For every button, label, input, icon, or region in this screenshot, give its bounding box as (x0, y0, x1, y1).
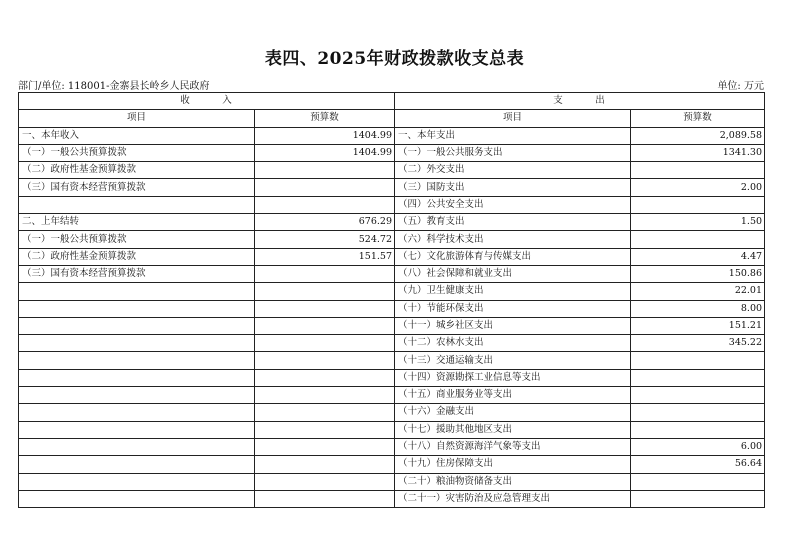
income-value-cell (255, 387, 395, 404)
expense-item-cell: （四）公共安全支出 (395, 196, 631, 213)
expense-item-cell: （十四）资源勘探工业信息等支出 (395, 369, 631, 386)
expense-value-cell: 2.00 (631, 179, 765, 196)
income-item-cell (19, 456, 255, 473)
income-budget-header: 预算数 (255, 110, 395, 127)
header-row-group (19, 93, 765, 110)
income-item-cell (19, 404, 255, 421)
expense-item-cell: （十七）援助其他地区支出 (395, 421, 631, 438)
expense-item-cell: （一）一般公共服务支出 (395, 144, 631, 161)
expense-value-cell (631, 404, 765, 421)
expense-item-cell: （十二）农林水支出 (395, 335, 631, 352)
income-item-cell (19, 421, 255, 438)
budget-table (18, 92, 765, 508)
expense-item-cell: （八）社会保障和就业支出 (395, 265, 631, 282)
expense-value-cell: 2,089.58 (631, 127, 765, 144)
expense-item-cell: （十六）金融支出 (395, 404, 631, 421)
income-value-cell (255, 300, 395, 317)
income-item-cell (19, 438, 255, 455)
income-value-cell: 151.57 (255, 248, 395, 265)
table-row (19, 283, 765, 300)
expense-value-cell: 6.00 (631, 438, 765, 455)
income-value-cell: 1404.99 (255, 127, 395, 144)
expense-value-cell (631, 473, 765, 490)
income-value-cell: 524.72 (255, 231, 395, 248)
income-item-cell: （三）国有资本经营预算拨款 (19, 179, 255, 196)
income-item-cell: 一、本年收入 (19, 127, 255, 144)
income-header: 收 入 (19, 93, 395, 110)
unit-label: 部门/单位: 118001-金寨县长岭乡人民政府 (18, 81, 210, 92)
expense-value-cell: 22.01 (631, 283, 765, 300)
table-row (19, 387, 765, 404)
income-value-cell (255, 283, 395, 300)
table-row (19, 421, 765, 438)
expense-value-cell (631, 231, 765, 248)
income-value-cell (255, 317, 395, 334)
expense-item-cell: （九）卫生健康支出 (395, 283, 631, 300)
income-value-cell (255, 162, 395, 179)
income-value-cell (255, 196, 395, 213)
expense-value-cell (631, 421, 765, 438)
income-item-cell (19, 300, 255, 317)
expense-value-cell (631, 387, 765, 404)
income-item-cell: （二）政府性基金预算拨款 (19, 162, 255, 179)
expense-value-cell (631, 369, 765, 386)
income-item-cell (19, 369, 255, 386)
expense-item-cell: （二十）粮油物资储备支出 (395, 473, 631, 490)
income-item-cell (19, 283, 255, 300)
expense-value-cell: 151.21 (631, 317, 765, 334)
income-value-cell (255, 335, 395, 352)
expense-item-cell: （十三）交通运输支出 (395, 352, 631, 369)
table-row (19, 179, 765, 196)
table-row (19, 352, 765, 369)
table-row (19, 214, 765, 231)
income-value-cell (255, 404, 395, 421)
table-row (19, 369, 765, 386)
income-value-cell (255, 179, 395, 196)
income-value-cell: 1404.99 (255, 144, 395, 161)
income-item-cell (19, 317, 255, 334)
table-row (19, 265, 765, 282)
income-value-cell (255, 352, 395, 369)
page-title: 表四、2025年财政拨款收支总表 (264, 49, 525, 69)
income-value-cell (255, 473, 395, 490)
expense-value-cell: 4.47 (631, 248, 765, 265)
expense-value-cell: 1.50 (631, 214, 765, 231)
income-item-cell: （二）政府性基金预算拨款 (19, 248, 255, 265)
table-row (19, 162, 765, 179)
expense-value-cell (631, 352, 765, 369)
income-value-cell (255, 369, 395, 386)
income-value-cell (255, 438, 395, 455)
expense-value-cell: 345.22 (631, 335, 765, 352)
expense-item-cell: （十九）住房保障支出 (395, 456, 631, 473)
income-item-cell: 二、上年结转 (19, 214, 255, 231)
table-row (19, 317, 765, 334)
table-row (19, 248, 765, 265)
income-item-cell (19, 473, 255, 490)
income-item-cell (19, 352, 255, 369)
expense-item-cell: （十一）城乡社区支出 (395, 317, 631, 334)
table-row (19, 335, 765, 352)
expense-item-cell: （十八）自然资源海洋气象等支出 (395, 438, 631, 455)
expense-value-cell: 56.64 (631, 456, 765, 473)
table-row (19, 144, 765, 161)
table-row (19, 456, 765, 473)
expense-item-cell: 一、本年支出 (395, 127, 631, 144)
income-item-cell (19, 387, 255, 404)
table-row (19, 490, 765, 507)
income-value-cell (255, 421, 395, 438)
currency-label: 单位: 万元 (717, 81, 764, 92)
income-item-cell (19, 196, 255, 213)
table-row (19, 473, 765, 490)
table-row (19, 300, 765, 317)
expense-item-cell: （二十一）灾害防治及应急管理支出 (395, 490, 631, 507)
table-row (19, 231, 765, 248)
table-row (19, 404, 765, 421)
income-value-cell (255, 490, 395, 507)
expense-value-cell: 1341.30 (631, 144, 765, 161)
table-row (19, 438, 765, 455)
header-row-columns (19, 110, 765, 127)
expense-item-cell: （十）节能环保支出 (395, 300, 631, 317)
table-row (19, 196, 765, 213)
expense-value-cell (631, 196, 765, 213)
expense-item-cell: （二）外交支出 (395, 162, 631, 179)
income-item-cell (19, 335, 255, 352)
expense-item-cell: （五）教育支出 (395, 214, 631, 231)
expense-item-cell: （三）国防支出 (395, 179, 631, 196)
expense-item-cell: （六）科学技术支出 (395, 231, 631, 248)
expense-value-cell (631, 490, 765, 507)
expense-header: 支 出 (395, 93, 765, 110)
income-item-cell: （一）一般公共预算拨款 (19, 231, 255, 248)
expense-value-cell: 150.86 (631, 265, 765, 282)
expense-item-header: 项目 (395, 110, 631, 127)
expense-item-cell: （十五）商业服务业等支出 (395, 387, 631, 404)
income-item-cell: （三）国有资本经营预算拨款 (19, 265, 255, 282)
expense-value-cell: 8.00 (631, 300, 765, 317)
expense-budget-header: 预算数 (631, 110, 765, 127)
income-value-cell (255, 456, 395, 473)
income-item-cell (19, 490, 255, 507)
table-row (19, 127, 765, 144)
expense-item-cell: （七）文化旅游体育与传媒支出 (395, 248, 631, 265)
income-value-cell: 676.29 (255, 214, 395, 231)
expense-value-cell (631, 162, 765, 179)
income-value-cell (255, 265, 395, 282)
income-item-header: 项目 (19, 110, 255, 127)
income-item-cell: （一）一般公共预算拨款 (19, 144, 255, 161)
